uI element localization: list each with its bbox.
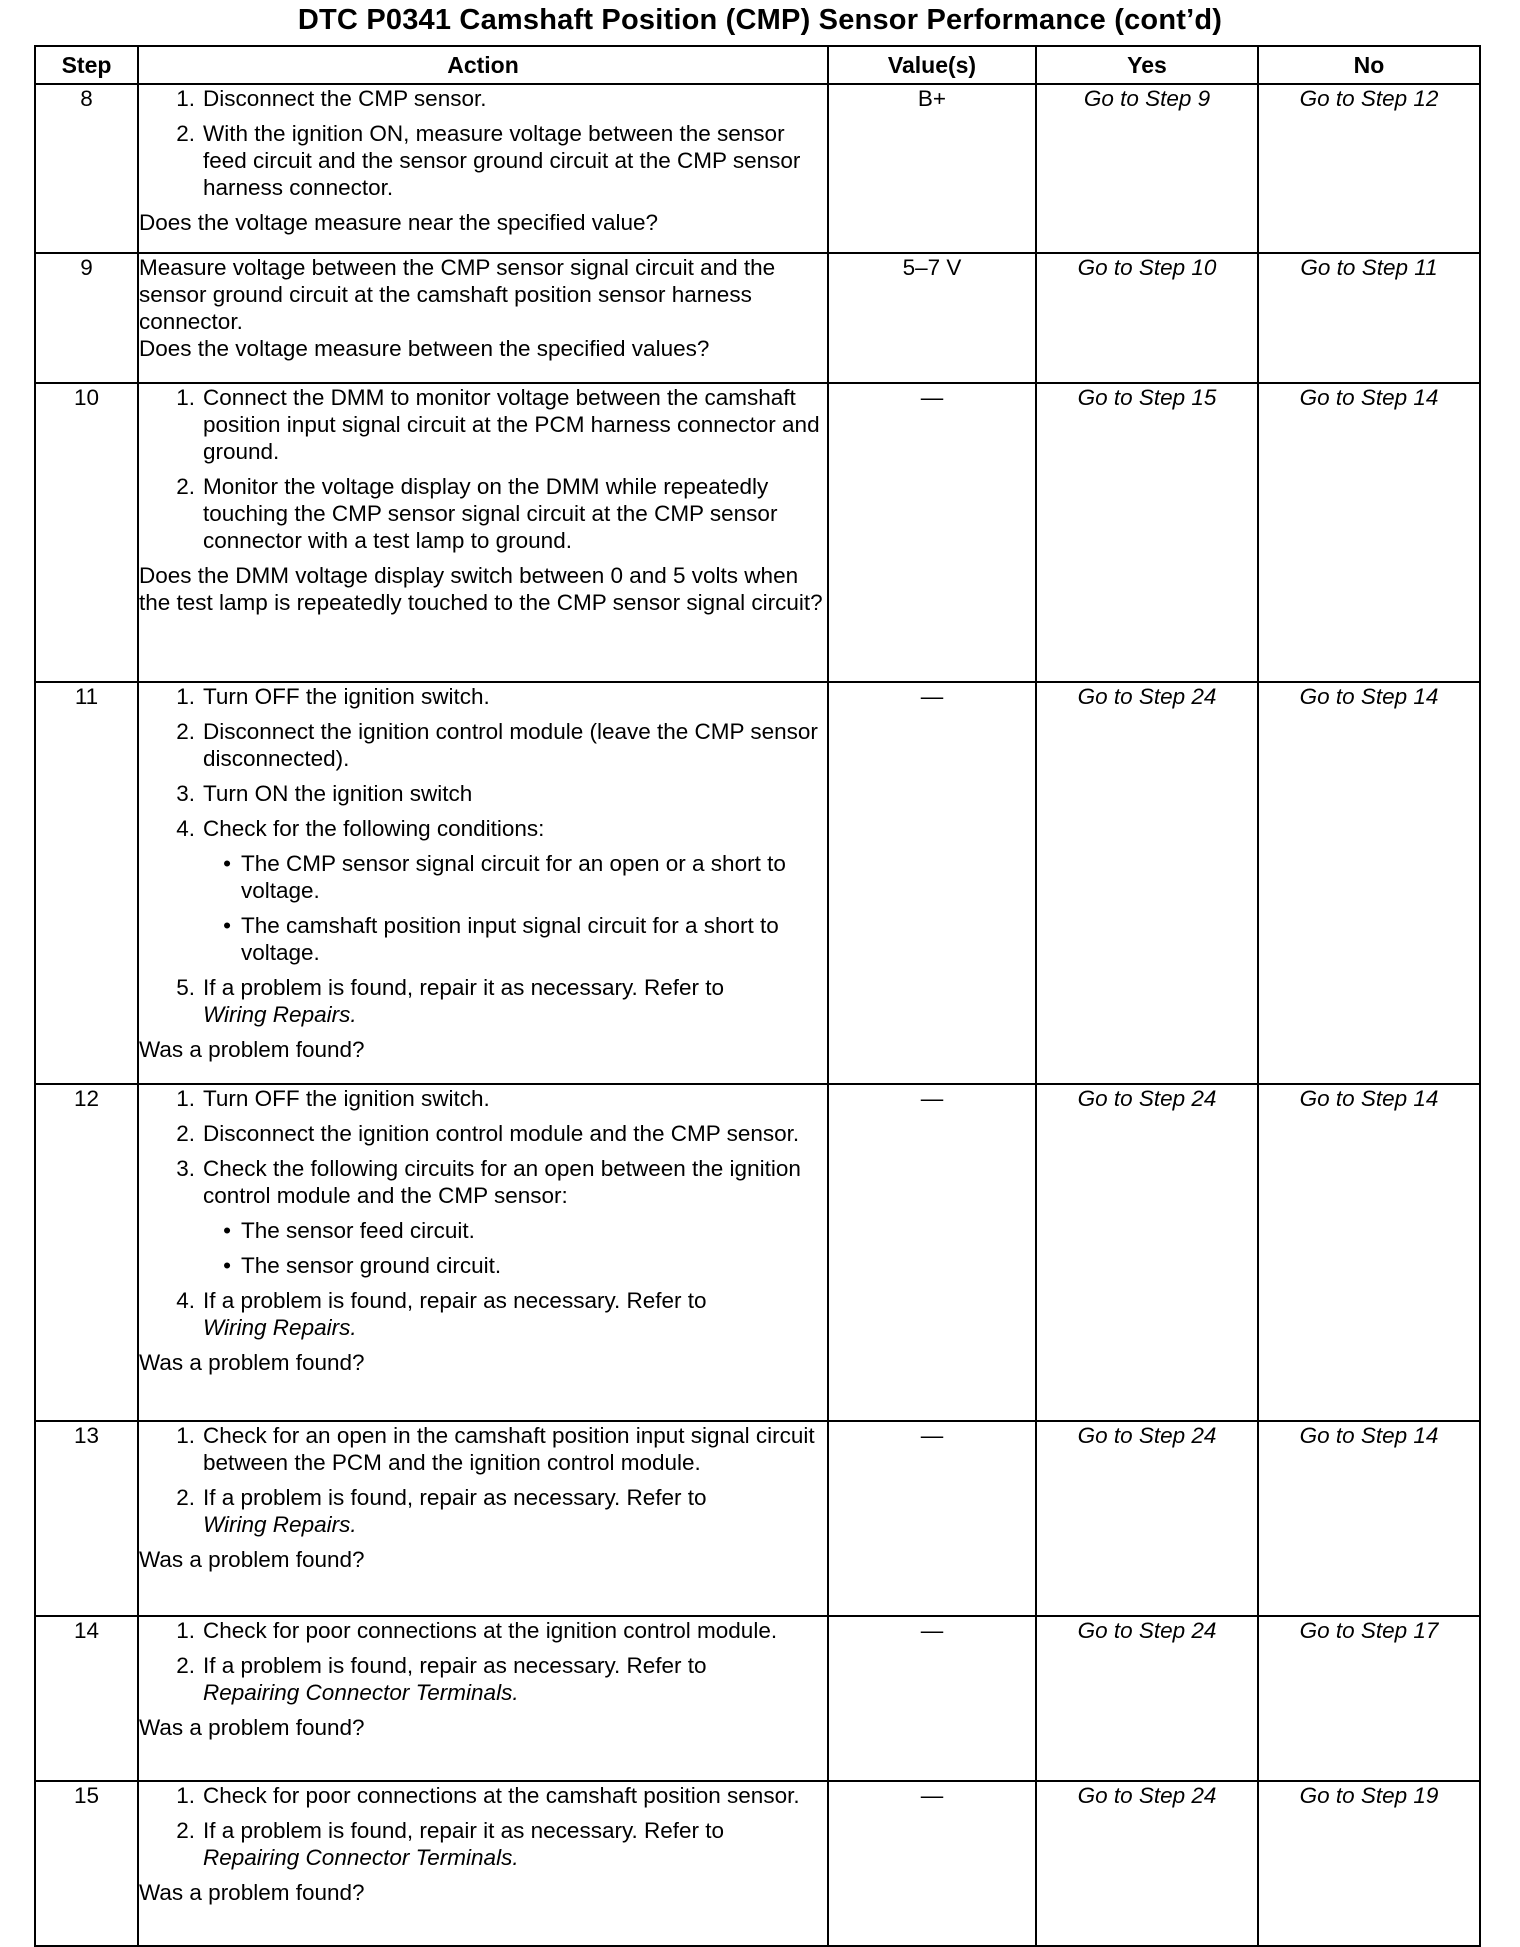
step-text: If a problem is found, repair as necessary. Refer to Wiring Repairs.	[203, 1288, 707, 1340]
bullet-mark: •	[223, 1218, 231, 1243]
step-text: Check for an open in the camshaft position input signal circuit between the PCM and the ignition control module.	[203, 1423, 815, 1475]
yes-result: Go to Step 24	[1036, 1084, 1258, 1421]
action-step	[139, 473, 827, 554]
step-index: 1.	[176, 1423, 195, 1448]
no-result: Go to Step 14	[1258, 682, 1480, 1084]
action-cell	[138, 383, 828, 682]
value-cell: —	[828, 1084, 1036, 1421]
step-index: 3.	[176, 781, 195, 806]
action-step	[139, 780, 827, 807]
header-yes: Yes	[1036, 46, 1258, 84]
bullet-mark: •	[223, 851, 231, 876]
action-content	[139, 384, 827, 616]
reference-link: Wiring Repairs.	[203, 1315, 357, 1340]
step-text: Turn ON the ignition switch	[203, 781, 473, 806]
action-step	[139, 1817, 827, 1871]
step-index: 5.	[176, 975, 195, 1000]
value-cell: —	[828, 383, 1036, 682]
step-number: 10	[35, 383, 138, 682]
step-text: Disconnect the CMP sensor.	[203, 86, 487, 111]
step-index: 1.	[176, 1618, 195, 1643]
table-row	[35, 682, 1480, 1084]
step-number: 11	[35, 682, 138, 1084]
action-content	[139, 85, 827, 236]
yes-result: Go to Step 24	[1036, 1781, 1258, 1946]
step-index: 2.	[176, 121, 195, 146]
step-text: Check the following circuits for an open between the ignition control module and the CMP sensor:	[203, 1156, 801, 1208]
value-cell: —	[828, 1421, 1036, 1616]
step-number: 15	[35, 1781, 138, 1946]
step-text: With the ignition ON, measure voltage between the sensor feed circuit and the sensor ground circuit at the CMP sensor harness connector.	[203, 121, 801, 200]
action-step	[139, 120, 827, 201]
action-step	[139, 1287, 827, 1341]
step-index: 2.	[176, 474, 195, 499]
action-cell	[138, 253, 828, 383]
action-cell	[138, 1616, 828, 1781]
yes-result: Go to Step 24	[1036, 1616, 1258, 1781]
action-content	[139, 254, 827, 362]
yes-result: Go to Step 24	[1036, 1421, 1258, 1616]
yes-result: Go to Step 10	[1036, 253, 1258, 383]
step-text: If a problem is found, repair as necessary. Refer to Repairing Connector Terminals.	[203, 1653, 707, 1705]
action-content	[139, 1782, 827, 1906]
yes-result: Go to Step 15	[1036, 383, 1258, 682]
action-step	[139, 85, 827, 112]
action-content	[139, 1085, 827, 1376]
reference-link: Repairing Connector Terminals.	[203, 1680, 519, 1705]
action-step	[139, 1422, 827, 1476]
action-step	[139, 718, 827, 772]
action-bullet	[139, 912, 827, 966]
header-values: Value(s)	[828, 46, 1036, 84]
action-question: Was a problem found?	[139, 1037, 365, 1062]
action-content	[139, 1422, 827, 1573]
reference-link: Repairing Connector Terminals.	[203, 1845, 519, 1870]
action-cell	[138, 84, 828, 253]
step-index: 1.	[176, 385, 195, 410]
header-no: No	[1258, 46, 1480, 84]
action-question: Does the DMM voltage display switch between 0 and 5 volts when the test lamp is repeatedly touched to the CMP sensor signal circuit?	[139, 563, 823, 615]
no-result: Go to Step 14	[1258, 1421, 1480, 1616]
table-row	[35, 1084, 1480, 1421]
step-index: 1.	[176, 684, 195, 709]
action-question: Does the voltage measure between the specified values?	[139, 336, 710, 361]
step-text: Turn OFF the ignition switch.	[203, 1086, 490, 1111]
step-index: 2.	[176, 1121, 195, 1146]
step-index: 2.	[176, 1653, 195, 1678]
step-index: 1.	[176, 1783, 195, 1808]
action-step	[139, 384, 827, 465]
action-question: Does the voltage measure near the specified value?	[139, 210, 659, 235]
action-cell	[138, 1421, 828, 1616]
value-cell: —	[828, 1616, 1036, 1781]
action-cell	[138, 682, 828, 1084]
action-content	[139, 683, 827, 1063]
reference-link: Wiring Repairs.	[203, 1002, 357, 1027]
step-index: 4.	[176, 816, 195, 841]
bullet-text: The sensor feed circuit.	[241, 1218, 475, 1243]
reference-link: Wiring Repairs.	[203, 1512, 357, 1537]
bullet-mark: •	[223, 1253, 231, 1278]
no-result: Go to Step 19	[1258, 1781, 1480, 1946]
page-title: DTC P0341 Camshaft Position (CMP) Sensor Performance (cont’d)	[297, 4, 1223, 36]
bullet-text: The sensor ground circuit.	[241, 1253, 502, 1278]
action-step	[139, 1652, 827, 1706]
table-row	[35, 253, 1480, 383]
no-result: Go to Step 14	[1258, 383, 1480, 682]
step-text: Check for poor connections at the camshaft position sensor.	[203, 1783, 800, 1808]
step-index: 1.	[176, 86, 195, 111]
step-number: 14	[35, 1616, 138, 1781]
action-bullet	[139, 1252, 827, 1279]
no-result: Go to Step 14	[1258, 1084, 1480, 1421]
step-index: 2.	[176, 1485, 195, 1510]
table-row	[35, 383, 1480, 682]
step-text: Disconnect the ignition control module and the CMP sensor.	[203, 1121, 800, 1146]
step-text: Disconnect the ignition control module (leave the CMP sensor disconnected).	[203, 719, 818, 771]
step-number: 9	[35, 253, 138, 383]
action-step	[139, 1155, 827, 1209]
step-text: Connect the DMM to monitor voltage between the camshaft position input signal circuit at the PCM harness connector and ground.	[203, 385, 820, 464]
header-step: Step	[35, 46, 138, 84]
table-row	[35, 84, 1480, 253]
action-step	[139, 974, 827, 1028]
action-step	[139, 815, 827, 842]
action-bullet	[139, 850, 827, 904]
table-header-row	[35, 46, 1480, 84]
bullet-text: The camshaft position input signal circuit for a short to voltage.	[241, 913, 779, 965]
no-result: Go to Step 12	[1258, 84, 1480, 253]
action-question: Was a problem found?	[139, 1880, 365, 1905]
action-bullet	[139, 1217, 827, 1244]
no-result: Go to Step 17	[1258, 1616, 1480, 1781]
step-index: 4.	[176, 1288, 195, 1313]
no-result: Go to Step 11	[1258, 253, 1480, 383]
bullet-text: The CMP sensor signal circuit for an open or a short to voltage.	[241, 851, 786, 903]
value-cell: B+	[828, 84, 1036, 253]
step-index: 2.	[176, 719, 195, 744]
yes-result: Go to Step 9	[1036, 84, 1258, 253]
step-text: If a problem is found, repair it as necessary. Refer to Wiring Repairs.	[203, 975, 725, 1027]
step-index: 2.	[176, 1818, 195, 1843]
step-text: Check for poor connections at the ignition control module.	[203, 1618, 778, 1643]
action-cell	[138, 1084, 828, 1421]
action-lead: Measure voltage between the CMP sensor signal circuit and the sensor ground circuit at the camshaft position sensor harness connector.	[139, 255, 776, 334]
step-index: 3.	[176, 1156, 195, 1181]
table-body	[35, 84, 1480, 1946]
action-content	[139, 1617, 827, 1741]
step-index: 1.	[176, 1086, 195, 1111]
step-number: 13	[35, 1421, 138, 1616]
step-text: Check for the following conditions:	[203, 816, 545, 841]
action-question: Was a problem found?	[139, 1350, 365, 1375]
value-cell: 5–7 V	[828, 253, 1036, 383]
step-text: If a problem is found, repair as necessary. Refer to Wiring Repairs.	[203, 1485, 707, 1537]
value-cell: —	[828, 682, 1036, 1084]
step-text: Monitor the voltage display on the DMM while repeatedly touching the CMP sensor signal circuit at the CMP sensor connector with a test lamp to ground.	[203, 474, 778, 553]
table-row	[35, 1421, 1480, 1616]
step-number: 8	[35, 84, 138, 253]
yes-result: Go to Step 24	[1036, 682, 1258, 1084]
bullet-mark: •	[223, 913, 231, 938]
action-cell	[138, 1781, 828, 1946]
action-question: Was a problem found?	[139, 1547, 365, 1572]
action-question: Was a problem found?	[139, 1715, 365, 1740]
action-step	[139, 683, 827, 710]
table-row	[35, 1781, 1480, 1946]
action-step	[139, 1120, 827, 1147]
value-cell: —	[828, 1781, 1036, 1946]
step-text: If a problem is found, repair it as necessary. Refer to Repairing Connector Terminals.	[203, 1818, 725, 1870]
table-row	[35, 1616, 1480, 1781]
step-text: Turn OFF the ignition switch.	[203, 684, 490, 709]
action-step	[139, 1617, 827, 1644]
action-step	[139, 1484, 827, 1538]
action-step	[139, 1085, 827, 1112]
diagnostic-table	[34, 45, 1481, 1947]
action-step	[139, 1782, 827, 1809]
step-number: 12	[35, 1084, 138, 1421]
header-action: Action	[138, 46, 828, 84]
